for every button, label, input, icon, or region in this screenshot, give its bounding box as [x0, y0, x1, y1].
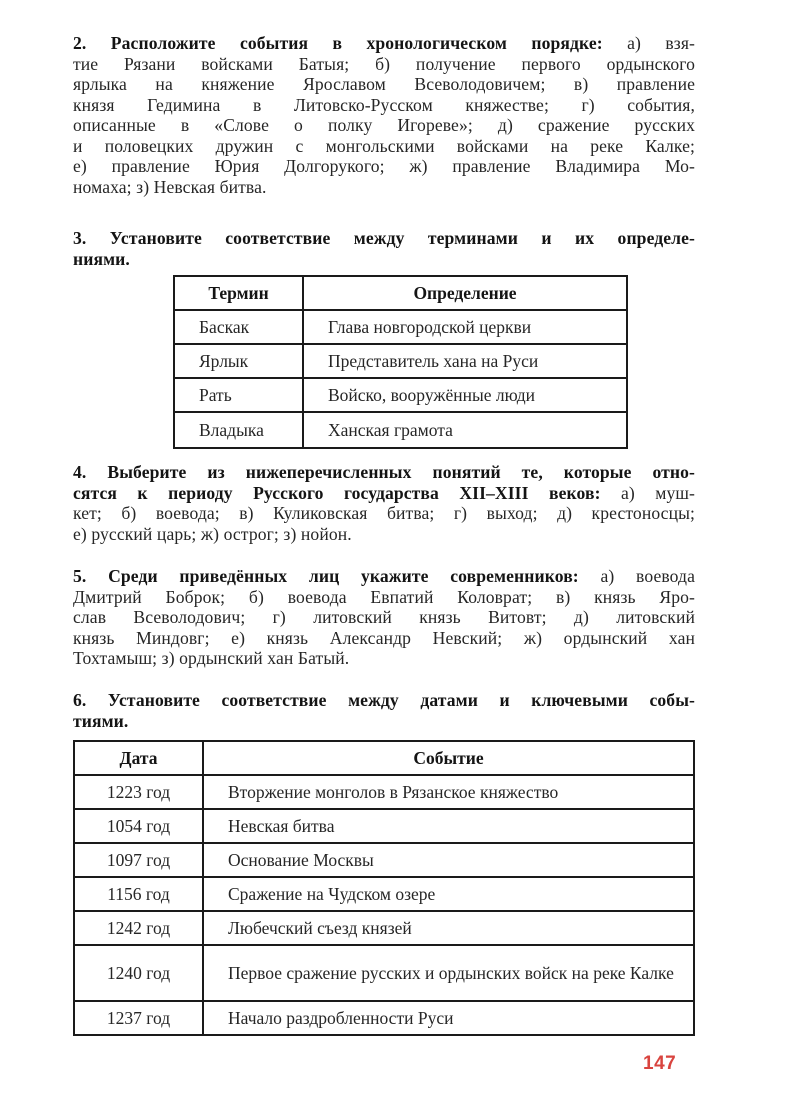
term-cell: Ярлык: [174, 344, 303, 378]
date-cell: 1223 год: [74, 775, 203, 809]
event-cell: Начало раздробленности Руси: [203, 1001, 694, 1035]
task-2-line: описанные в «Слове о полку Игореве»; д) сражение русских: [73, 115, 695, 135]
task-4: [73, 462, 695, 544]
event-cell: Основание Москвы: [203, 843, 694, 877]
column-header-term: Термин: [174, 276, 303, 310]
table-row: [74, 945, 694, 1001]
event-cell: Невская битва: [203, 809, 694, 843]
page-number: 147: [643, 1053, 677, 1074]
table-row: [74, 877, 694, 911]
task-4-heading: 4. Выберите из нижеперечисленных понятий те, которые отно-: [73, 462, 695, 482]
task-2-line: номаха; з) Невская битва.: [73, 176, 267, 197]
table-row: [174, 412, 627, 448]
date-cell: 1097 год: [74, 843, 203, 877]
task-3-heading: 3. Установите соответствие между терминами и их определе-: [73, 228, 695, 248]
table-row: [174, 344, 627, 378]
table-row: [74, 843, 694, 877]
term-cell: Баскак: [174, 310, 303, 344]
table-row: [74, 1001, 694, 1035]
event-cell: Первое сражение русских и ордынских войск на реке Калке: [203, 945, 694, 1001]
column-header-definition: Определение: [303, 276, 627, 310]
task-5-line: Дмитрий Боброк; б) воевода Евпатий Коловрат; в) князь Яро-: [73, 586, 695, 607]
dates-table: [73, 740, 695, 1036]
event-cell: Сражение на Чудском озере: [203, 877, 694, 911]
task-3: [73, 228, 695, 269]
event-cell: Любечский съезд князей: [203, 911, 694, 945]
table-row: [74, 911, 694, 945]
task-3-heading-cont: ниями.: [73, 248, 130, 269]
task-2-line: 2. Расположите события в хронологическом порядке: а) взя-: [73, 33, 695, 53]
definition-cell: Представитель хана на Руси: [303, 344, 627, 378]
task-5: [73, 566, 695, 669]
task-4-line: е) русский царь; ж) острог; з) нойон.: [73, 523, 352, 544]
task-5-line: Тохтамыш; з) ордынский хан Батый.: [73, 648, 350, 668]
task-2-line: и половецких дружин с монгольскими войсками на реке Калке;: [73, 135, 695, 156]
definition-cell: Войско, вооружённые люди: [303, 378, 627, 412]
table-row: [174, 310, 627, 344]
definition-cell: Глава новгородской церкви: [303, 310, 627, 344]
terms-table: [173, 275, 628, 449]
definition-cell: Ханская грамота: [303, 412, 627, 448]
task-6: [73, 690, 695, 731]
term-cell: Рать: [174, 378, 303, 412]
task-2-line: ярлыка на княжение Ярославом Всеволодовичем; в) правление: [73, 74, 695, 94]
column-header-date: Дата: [74, 741, 203, 775]
task-5-line: князь Миндовг; е) князь Александр Невский; ж) ордынский хан: [73, 627, 695, 648]
date-cell: 1237 год: [74, 1001, 203, 1035]
table-row: [74, 809, 694, 843]
table-row: [74, 775, 694, 809]
date-cell: 1156 год: [74, 877, 203, 911]
table-header-row: [74, 741, 694, 775]
event-cell: Вторжение монголов в Рязанское княжество: [203, 775, 694, 809]
table-row: [174, 378, 627, 412]
task-2-line: князя Гедимина в Литовско-Русском княжестве; г) события,: [73, 94, 695, 115]
task-6-heading-cont: тиями.: [73, 710, 129, 731]
task-5-line: слав Всеволодович; г) литовский князь Витовт; д) литовский: [73, 607, 695, 627]
date-cell: 1242 год: [74, 911, 203, 945]
column-header-event: Событие: [203, 741, 694, 775]
task-4-line: сятся к периоду Русского государства XII–XIII веков: а) муш-: [73, 482, 695, 503]
task-2-heading: 2. Расположите события в хронологическом порядке:: [73, 33, 603, 53]
task-2-line: е) правление Юрия Долгорукого; ж) правление Владимира Мо-: [73, 156, 695, 176]
task-6-heading: 6. Установите соответствие между датами и ключевыми собы-: [73, 690, 695, 710]
table-header-row: [174, 276, 627, 310]
task-4-line: кет; б) воевода; в) Куликовская битва; г) выход; д) крестоносцы;: [73, 503, 695, 523]
task-2-line: тие Рязани войсками Батыя; б) получение первого ордынского: [73, 53, 695, 74]
term-cell: Владыка: [174, 412, 303, 448]
date-cell: 1054 год: [74, 809, 203, 843]
task-5-heading: 5. Среди приведённых лиц укажите современников:: [73, 566, 579, 586]
date-cell: 1240 год: [74, 945, 203, 1001]
task-5-line: 5. Среди приведённых лиц укажите современников: а) воевода: [73, 566, 695, 586]
task-2: [73, 33, 695, 197]
